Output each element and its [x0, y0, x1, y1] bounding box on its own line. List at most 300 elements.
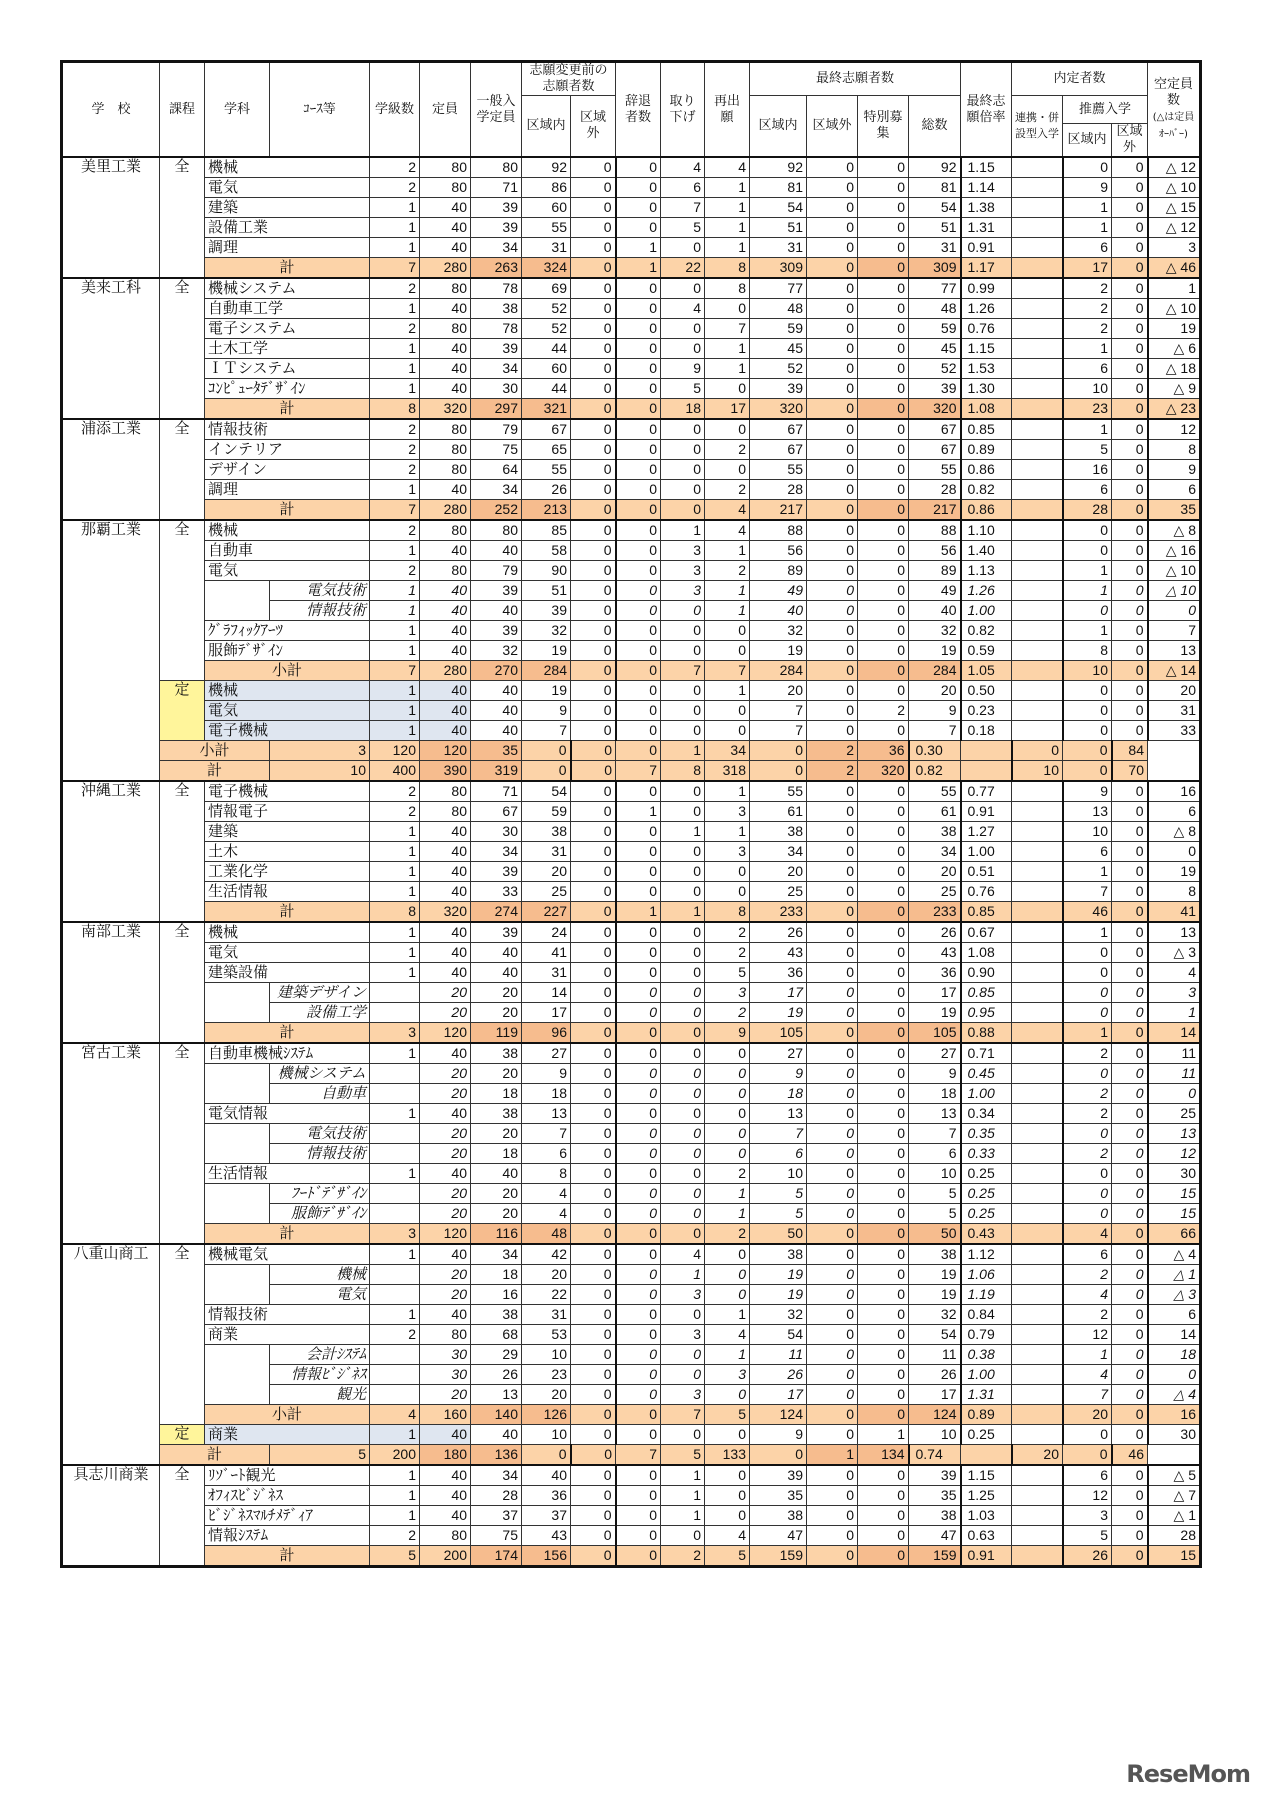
cell-final_in: 50	[750, 1224, 807, 1245]
table-row	[62, 1064, 1201, 1084]
cell-final_in: 7	[750, 701, 807, 721]
cell-rec_out: 0	[1112, 1224, 1148, 1245]
cell-before_out: 0	[571, 500, 616, 521]
cell-withdraw: 0	[616, 1064, 661, 1084]
header-classes: 学級数	[370, 62, 420, 158]
cell-reapply: 0	[705, 299, 750, 319]
cell-final_in: 40	[750, 601, 807, 621]
cell-cancel: 3	[661, 581, 705, 601]
cell-before_out: 0	[571, 1365, 616, 1385]
cell-rec_in: 0	[1063, 963, 1112, 983]
cell-final_total: 17	[909, 1385, 961, 1405]
cell-before_in: 51	[522, 581, 571, 601]
cell-linked	[1012, 299, 1063, 319]
cell-final_out: 0	[807, 1224, 858, 1245]
total-row	[62, 500, 1201, 521]
cell-special: 0	[858, 1064, 909, 1084]
cell-special: 0	[858, 1325, 909, 1345]
cell-linked	[1012, 943, 1063, 963]
cell-rec_in: 12	[1063, 1486, 1112, 1506]
cell-final_out: 0	[807, 500, 858, 521]
cell-capacity: 40	[420, 822, 471, 842]
cell-final_total: 320	[858, 761, 909, 782]
table-row	[62, 1526, 1201, 1546]
dept-spacer	[205, 1365, 270, 1385]
cell-classes: 3	[270, 741, 370, 761]
cell-final_in: 318	[705, 761, 750, 782]
cell-classes: 7	[370, 661, 420, 681]
cell-final_out: 0	[807, 701, 858, 721]
cell-final_out: 0	[807, 157, 858, 178]
header-admitted: 内定者数	[1012, 62, 1148, 96]
cell-special: 0	[858, 218, 909, 238]
cell-rec_in: 0	[1012, 741, 1063, 761]
cell-rec_out: 0	[1112, 1023, 1148, 1044]
course-type: 定	[160, 681, 205, 741]
table-row	[62, 1325, 1201, 1345]
cell-reapply: 0	[705, 641, 750, 661]
cell-cancel: 3	[661, 561, 705, 581]
cell-rec_out: 0	[1063, 761, 1112, 782]
cell-withdraw: 0	[616, 198, 661, 218]
cell-withdraw: 0	[616, 1325, 661, 1345]
cell-ratio: 0.90	[961, 963, 1012, 983]
dept-name: 自動車機械ｼｽﾃﾑ	[205, 1043, 370, 1064]
cell-rec_in: 1	[1063, 581, 1112, 601]
cell-vacancy: 13	[1148, 641, 1201, 661]
cell-special: 0	[858, 1265, 909, 1285]
cell-final_total: 19	[909, 1003, 961, 1023]
cell-before_out: 0	[571, 1184, 616, 1204]
cell-rec_in: 1	[1063, 419, 1112, 440]
cell-final_out: 0	[807, 1244, 858, 1265]
table-row	[62, 862, 1201, 882]
cell-rec_out: 0	[1112, 541, 1148, 561]
cell-general_cap: 38	[471, 1043, 522, 1064]
cell-before_out: 0	[571, 601, 616, 621]
table-row	[62, 319, 1201, 339]
cell-capacity: 80	[420, 319, 471, 339]
total-row	[62, 761, 1201, 782]
cell-final_total: 5	[909, 1204, 961, 1224]
cell-reapply: 0	[705, 379, 750, 399]
cell-final_in: 54	[750, 1325, 807, 1345]
cell-rec_in: 0	[1063, 520, 1112, 541]
cell-final_out: 0	[807, 922, 858, 943]
cell-before_in: 41	[522, 943, 571, 963]
cell-vacancy: △ 10	[1148, 561, 1201, 581]
cell-final_total: 34	[909, 842, 961, 862]
cell-ratio: 0.91	[961, 1546, 1012, 1567]
table-row	[62, 1285, 1201, 1305]
cell-ratio: 0.82	[961, 621, 1012, 641]
cell-linked	[1012, 339, 1063, 359]
cell-cancel: 0	[661, 721, 705, 741]
cell-linked	[1012, 882, 1063, 902]
cell-before_out: 0	[571, 460, 616, 480]
cell-linked	[1012, 238, 1063, 258]
cell-special: 0	[858, 480, 909, 500]
cell-rec_out: 0	[1112, 1104, 1148, 1124]
cell-cancel: 18	[661, 399, 705, 420]
cell-linked	[1012, 902, 1063, 923]
cell-final_in: 20	[750, 862, 807, 882]
cell-classes: 1	[370, 359, 420, 379]
cell-reapply: 0	[705, 621, 750, 641]
cell-ratio: 1.14	[961, 178, 1012, 198]
cell-ratio: 0.85	[961, 983, 1012, 1003]
cell-classes: 1	[370, 963, 420, 983]
cell-special: 0	[858, 178, 909, 198]
table-row	[62, 1003, 1201, 1023]
cell-classes: 1	[370, 541, 420, 561]
table-row	[62, 1164, 1201, 1184]
cell-reapply: 1	[705, 1184, 750, 1204]
cell-final_out: 0	[807, 1164, 858, 1184]
cell-linked	[1012, 1486, 1063, 1506]
cell-final_out: 0	[807, 721, 858, 741]
cell-capacity: 400	[370, 761, 420, 782]
course-type: 全	[160, 1465, 205, 1567]
cell-final_in: 34	[750, 842, 807, 862]
cell-capacity: 20	[420, 1064, 471, 1084]
course-type: 定	[160, 1425, 205, 1445]
cell-final_out: 0	[807, 379, 858, 399]
cell-cancel: 7	[616, 761, 661, 782]
cell-final_total: 61	[909, 802, 961, 822]
cell-general_cap: 174	[471, 1546, 522, 1567]
cell-rec_in: 0	[1063, 1164, 1112, 1184]
cell-before_in: 136	[471, 1445, 522, 1466]
cell-classes: 1	[370, 1104, 420, 1124]
cell-rec_out: 0	[1112, 1164, 1148, 1184]
cell-withdraw: 0	[616, 661, 661, 681]
cell-withdraw: 0	[616, 299, 661, 319]
cell-ratio: 0.91	[961, 238, 1012, 258]
cell-general_cap: 263	[471, 258, 522, 279]
cell-rec_out: 0	[1112, 278, 1148, 299]
cell-capacity: 80	[420, 157, 471, 178]
cell-before_in: 85	[522, 520, 571, 541]
course-type: 全	[160, 922, 205, 1043]
cell-final_total: 35	[909, 1486, 961, 1506]
cell-cancel: 0	[661, 1064, 705, 1084]
cell-before_out: 0	[571, 902, 616, 923]
cell-reapply: 0	[705, 419, 750, 440]
cell-vacancy: 0	[1148, 1084, 1201, 1104]
dept-name: 機械	[205, 520, 370, 541]
cell-ratio: 1.15	[961, 1465, 1012, 1486]
cell-withdraw: 0	[616, 359, 661, 379]
cell-special: 0	[858, 1546, 909, 1567]
dept-spacer	[205, 581, 270, 601]
table-row	[62, 238, 1201, 258]
cell-rec_out: 0	[1112, 379, 1148, 399]
cell-vacancy: 1	[1148, 278, 1201, 299]
cell-cancel: 0	[661, 963, 705, 983]
cell-final_out: 0	[807, 1184, 858, 1204]
cell-linked	[1012, 1023, 1063, 1044]
dept-name: 建築	[205, 198, 370, 218]
table-row	[62, 1124, 1201, 1144]
cell-final_out: 0	[807, 802, 858, 822]
cell-final_total: 48	[909, 299, 961, 319]
cell-classes: 2	[370, 1325, 420, 1345]
cell-before_in: 13	[522, 1104, 571, 1124]
cell-final_total: 36	[858, 741, 909, 761]
dept-spacer	[205, 1144, 270, 1164]
header-rec-outside: 区域外	[1112, 124, 1148, 158]
cell-special: 0	[858, 379, 909, 399]
cell-final_total: 56	[909, 541, 961, 561]
cell-general_cap: 78	[471, 278, 522, 299]
table-row	[62, 419, 1201, 440]
cell-ratio: 1.08	[961, 943, 1012, 963]
cell-linked	[1012, 218, 1063, 238]
cell-cancel: 0	[661, 1144, 705, 1164]
cell-capacity: 40	[420, 963, 471, 983]
cell-capacity: 40	[420, 480, 471, 500]
course-type: 全	[160, 419, 205, 520]
table-row	[62, 561, 1201, 581]
cell-reapply: 0	[705, 1385, 750, 1405]
cell-vacancy: 6	[1148, 480, 1201, 500]
table-row	[62, 621, 1201, 641]
cell-withdraw: 1	[616, 802, 661, 822]
table-row	[62, 198, 1201, 218]
cell-withdraw: 0	[616, 1224, 661, 1245]
cell-rec_out: 0	[1112, 681, 1148, 701]
cell-capacity: 40	[420, 882, 471, 902]
table-row	[62, 943, 1201, 963]
cell-ratio: 1.00	[961, 1365, 1012, 1385]
cell-final_total: 13	[909, 1104, 961, 1124]
cell-vacancy: △ 1	[1148, 1506, 1201, 1526]
cell-rec_in: 0	[1063, 1425, 1112, 1445]
cell-before_in: 31	[522, 963, 571, 983]
cell-withdraw: 0	[616, 701, 661, 721]
cell-linked	[1012, 319, 1063, 339]
cell-rec_out: 0	[1112, 1385, 1148, 1405]
cell-reapply: 0	[705, 1124, 750, 1144]
cell-rec_in: 2	[1063, 1265, 1112, 1285]
cell-before_in: 27	[522, 1043, 571, 1064]
cell-rec_in: 3	[1063, 1506, 1112, 1526]
cell-withdraw: 0	[616, 319, 661, 339]
cell-before_out: 0	[522, 741, 571, 761]
cell-vacancy: 8	[1148, 882, 1201, 902]
cell-ratio: 1.15	[961, 157, 1012, 178]
cell-ratio: 1.26	[961, 581, 1012, 601]
cell-before_in: 60	[522, 359, 571, 379]
cell-rec_out: 0	[1112, 1546, 1148, 1567]
cell-reapply: 0	[705, 882, 750, 902]
cell-before_in: 31	[522, 238, 571, 258]
table-row	[62, 1204, 1201, 1224]
school-name: 那覇工業	[62, 520, 160, 781]
cell-linked	[1012, 500, 1063, 521]
cell-rec_out: 0	[1112, 922, 1148, 943]
cell-final_in: 159	[750, 1546, 807, 1567]
cell-general_cap: 40	[471, 701, 522, 721]
cell-before_in: 55	[522, 218, 571, 238]
cell-rec_in: 10	[1063, 379, 1112, 399]
dept-name: 機械	[205, 922, 370, 943]
cell-capacity: 40	[420, 1425, 471, 1445]
table-row	[62, 963, 1201, 983]
table-row	[62, 802, 1201, 822]
cell-capacity: 80	[420, 1526, 471, 1546]
cell-withdraw: 0	[616, 480, 661, 500]
cell-cancel: 0	[661, 601, 705, 621]
dept-spacer	[205, 1345, 270, 1365]
cell-rec_out: 0	[1112, 721, 1148, 741]
cell-cancel: 1	[661, 520, 705, 541]
cell-linked	[1012, 198, 1063, 218]
cell-linked	[1012, 178, 1063, 198]
cell-linked	[1012, 419, 1063, 440]
cell-reapply: 5	[661, 1445, 705, 1466]
cell-general_cap: 34	[471, 1244, 522, 1265]
cell-withdraw: 0	[616, 1184, 661, 1204]
cell-before_in: 321	[522, 399, 571, 420]
cell-linked	[1012, 1204, 1063, 1224]
cell-linked	[1012, 1244, 1063, 1265]
header-special: 特別募集	[858, 96, 909, 158]
cell-ratio: 0.30	[909, 741, 961, 761]
total-row	[62, 399, 1201, 420]
cell-cancel: 1	[661, 1506, 705, 1526]
cell-final_total: 50	[909, 1224, 961, 1245]
table-row	[62, 1345, 1201, 1365]
subcourse-name: 建築デザイン	[270, 983, 370, 1003]
cell-reapply: 1	[705, 541, 750, 561]
cell-final_total: 105	[909, 1023, 961, 1044]
cell-rec_in: 20	[1012, 1445, 1063, 1466]
cell-general_cap: 20	[471, 1003, 522, 1023]
cell-vacancy: 12	[1148, 419, 1201, 440]
cell-before_in: 7	[522, 1124, 571, 1144]
header-cancel: 取り下げ	[661, 62, 705, 158]
cell-final_out: 0	[807, 1325, 858, 1345]
cell-reapply: 0	[705, 1104, 750, 1124]
cell-final_out: 0	[807, 541, 858, 561]
cell-reapply: 4	[705, 500, 750, 521]
cell-withdraw: 0	[616, 278, 661, 299]
cell-capacity: 40	[420, 198, 471, 218]
cell-vacancy: 3	[1148, 238, 1201, 258]
cell-capacity: 40	[420, 721, 471, 741]
cell-classes: 7	[370, 258, 420, 279]
cell-general_cap: 270	[471, 661, 522, 681]
cell-vacancy: 0	[1148, 1365, 1201, 1385]
table-row	[62, 681, 1201, 701]
cell-rec_out: 0	[1112, 943, 1148, 963]
cell-classes	[370, 1204, 420, 1224]
cell-before_out: 0	[571, 1486, 616, 1506]
cell-general_cap: 26	[471, 1365, 522, 1385]
cell-vacancy: 1	[1148, 1003, 1201, 1023]
cell-cancel: 0	[661, 1104, 705, 1124]
cell-before_in: 55	[522, 460, 571, 480]
cell-capacity: 40	[420, 862, 471, 882]
cell-linked	[1012, 480, 1063, 500]
cell-special: 0	[858, 460, 909, 480]
cell-final_in: 61	[750, 802, 807, 822]
cell-rec_in: 4	[1063, 1365, 1112, 1385]
cell-final_in: 39	[750, 1465, 807, 1486]
course-type: 全	[160, 1043, 205, 1244]
table-row	[62, 1305, 1201, 1325]
cell-general_cap: 37	[471, 1506, 522, 1526]
cell-final_out: 0	[807, 1204, 858, 1224]
cell-capacity: 20	[420, 1003, 471, 1023]
cell-final_total: 7	[909, 721, 961, 741]
cell-ratio: 1.05	[961, 661, 1012, 681]
cell-classes: 1	[370, 379, 420, 399]
cell-withdraw: 0	[616, 721, 661, 741]
cell-vacancy: △ 7	[1148, 1486, 1201, 1506]
cell-special: 2	[807, 761, 858, 782]
cell-classes: 8	[370, 902, 420, 923]
cell-before_out: 0	[571, 278, 616, 299]
cell-ratio: 0.86	[961, 500, 1012, 521]
cell-before_out: 0	[571, 1465, 616, 1486]
cell-rec_in: 1	[1063, 561, 1112, 581]
cell-vacancy: 6	[1148, 1305, 1201, 1325]
cell-final_in: 27	[750, 1043, 807, 1064]
cell-capacity: 280	[420, 258, 471, 279]
cell-capacity: 80	[420, 520, 471, 541]
cell-final_total: 45	[909, 339, 961, 359]
cell-special: 2	[807, 741, 858, 761]
cell-classes: 1	[370, 299, 420, 319]
cell-before_in: 53	[522, 1325, 571, 1345]
cell-before_in: 20	[522, 862, 571, 882]
cell-cancel: 0	[661, 882, 705, 902]
cell-cancel: 0	[661, 842, 705, 862]
cell-before_in: 9	[522, 1064, 571, 1084]
dept-name: 電気	[205, 178, 370, 198]
cell-reapply: 5	[705, 963, 750, 983]
cell-classes: 1	[370, 1244, 420, 1265]
cell-classes	[370, 983, 420, 1003]
cell-linked	[1012, 1104, 1063, 1124]
total-row	[62, 741, 1201, 761]
cell-rec_out: 0	[1112, 500, 1148, 521]
cell-before_in: 4	[522, 1204, 571, 1224]
cell-withdraw: 0	[616, 1305, 661, 1325]
cell-rec_in: 0	[1063, 943, 1112, 963]
cell-withdraw: 0	[616, 1023, 661, 1044]
cell-final_total: 39	[909, 1465, 961, 1486]
cell-cancel: 0	[661, 983, 705, 1003]
cell-ratio: 0.51	[961, 862, 1012, 882]
cell-reapply: 0	[705, 1425, 750, 1445]
cell-special: 0	[858, 721, 909, 741]
cell-ratio: 1.40	[961, 541, 1012, 561]
cell-rec_out: 0	[1112, 299, 1148, 319]
cell-before_in: 23	[522, 1365, 571, 1385]
cell-reapply: 1	[705, 1204, 750, 1224]
cell-cancel: 0	[661, 1345, 705, 1365]
cell-final_total: 7	[909, 1124, 961, 1144]
cell-before_out: 0	[571, 1244, 616, 1265]
cell-ratio: 1.00	[961, 842, 1012, 862]
cell-rec_in: 13	[1063, 802, 1112, 822]
cell-final_total: 55	[909, 781, 961, 802]
cell-final_out: 0	[807, 1144, 858, 1164]
